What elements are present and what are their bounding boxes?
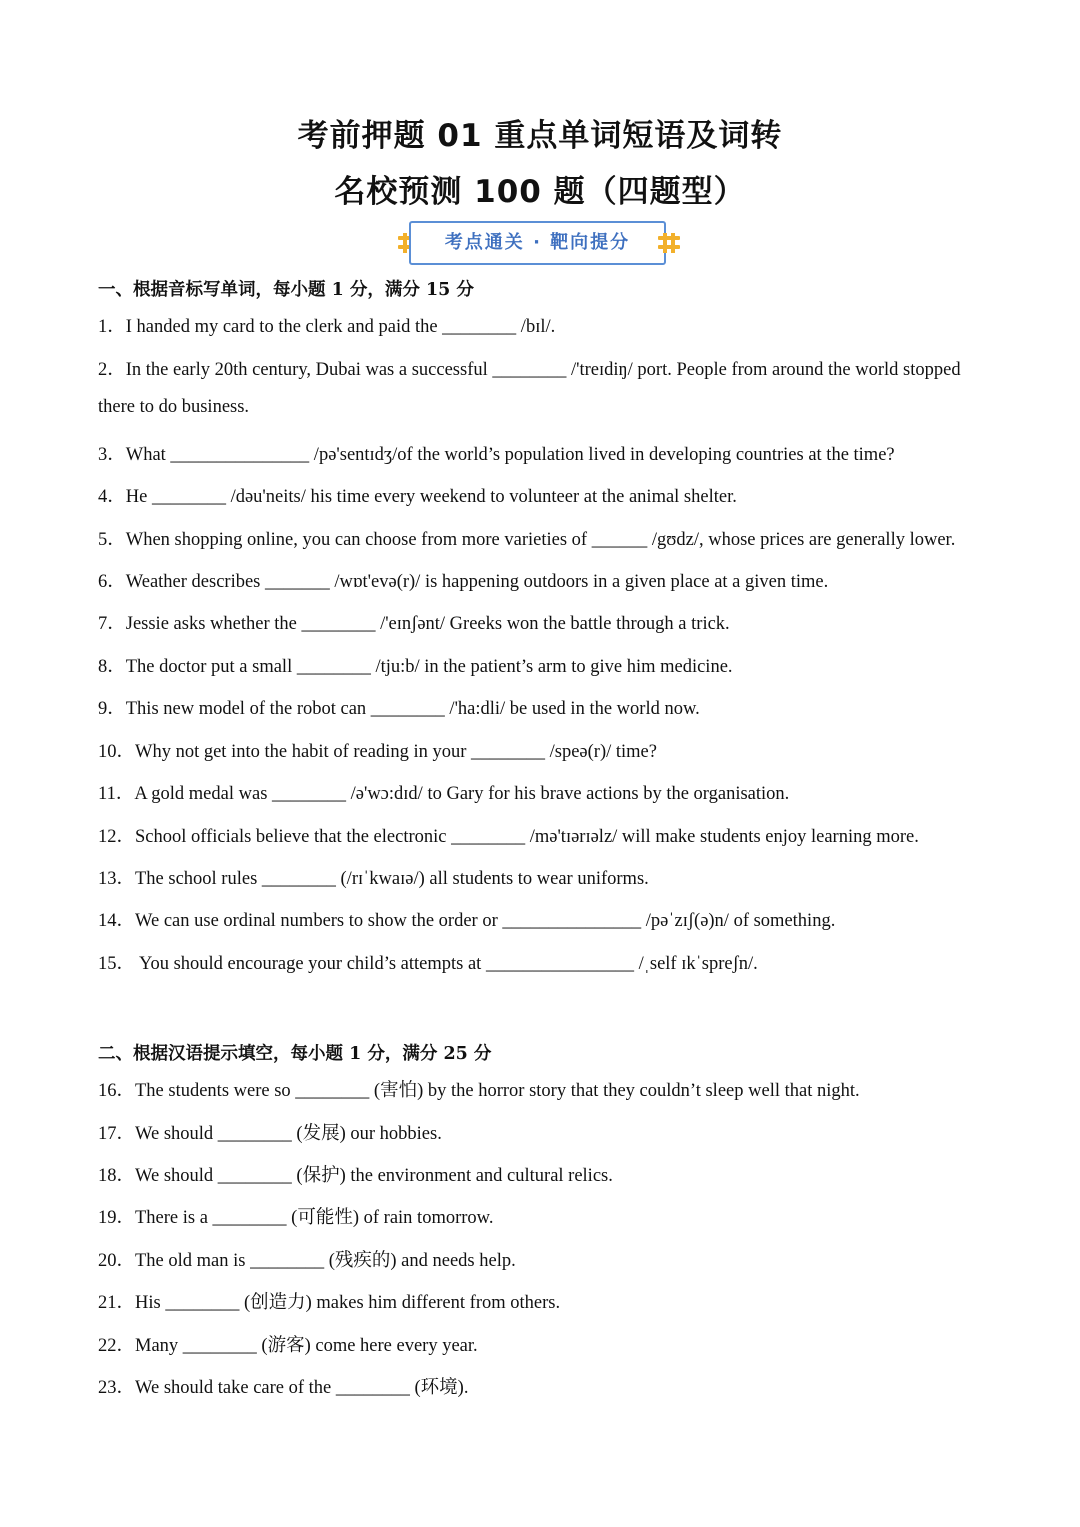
question-8: 8．The doctor put a small ________ /tju:b/ in the patient’s arm to give him medicine. xyxy=(98,657,733,677)
question-22: 22．Many ________ (游客) come here every year. xyxy=(98,1336,478,1356)
question-3: 3．What _______________ /pə'sentɪdʒ/of the world’s population lived in developing countries at the time? xyxy=(98,445,895,465)
question-17: 17．We should ________ (发展) our hobbies. xyxy=(98,1124,442,1144)
question-2-continued: there to do business. xyxy=(98,397,250,417)
question-21: 21．His ________ (创造力) makes him different from others. xyxy=(98,1293,561,1313)
question-16: 16．The students were so ________ (害怕) by the horror story that they couldn’t sleep well that night. xyxy=(98,1081,860,1101)
badge-text: 考点通关 · 靶向提分 xyxy=(444,232,631,253)
page-subtitle: 名校预测 100 题（四题型） xyxy=(334,174,746,210)
question-6: 6．Weather describes _______ /wɒt'evə(r)/ is happening outdoors in a given place at a given time. xyxy=(98,572,829,592)
badge xyxy=(409,221,666,265)
question-13: 13．The school rules ________ (/rɪˈkwaɪə/) all students to wear uniforms. xyxy=(98,869,649,889)
question-12: 12．School officials believe that the electronic ________ /mə'tɪərɪəlz/ will make students enjoy learning more. xyxy=(98,827,919,847)
section-1-heading: 一、根据音标写单词，每小题 1 分，满分 15 分 xyxy=(98,280,474,300)
question-5: 5．When shopping online, you can choose from more varieties of ______ /gʊdz/, whose prices are generally lower. xyxy=(98,530,956,550)
question-14: 14．We can use ordinal numbers to show the order or _______________ /pəˈzɪʃ(ə)n/ of something. xyxy=(98,911,836,931)
question-18: 18．We should ________ (保护) the environment and cultural relics. xyxy=(98,1166,613,1186)
question-15: 15． You should encourage your child’s attempts at ________________ /ˌself ɪkˈspreʃn/. xyxy=(98,954,758,974)
question-9: 9．This new model of the robot can ________ /'ha:dli/ be used in the world now. xyxy=(98,699,700,719)
question-4: 4．He ________ /dəu'neits/ his time every weekend to volunteer at the animal shelter. xyxy=(98,487,737,507)
question-20: 20．The old man is ________ (残疾的) and needs help. xyxy=(98,1251,516,1271)
badge-ornament-right-icon xyxy=(658,233,680,253)
page-title: 考前押题 01 重点单词短语及词转 xyxy=(297,118,783,154)
question-10: 10．Why not get into the habit of reading in your ________ /speə(r)/ time? xyxy=(98,742,657,762)
question-1: 1．I handed my card to the clerk and paid the ________ /bɪl/. xyxy=(98,317,556,337)
question-11: 11．A gold medal was ________ /ə'wɔ:dɪd/ to Gary for his brave actions by the organisation. xyxy=(98,784,790,804)
question-2: 2．In the early 20th century, Dubai was a successful ________ /'treɪdiŋ/ port. People from around the world stopped xyxy=(98,360,961,380)
section-2-heading: 二、根据汉语提示填空，每小题 1 分，满分 25 分 xyxy=(98,1044,492,1064)
question-7: 7．Jessie asks whether the ________ /'eɪnʃənt/ Greeks won the battle through a trick. xyxy=(98,614,730,634)
question-19: 19．There is a ________ (可能性) of rain tomorrow. xyxy=(98,1208,494,1228)
question-23: 23．We should take care of the ________ (环境). xyxy=(98,1378,469,1398)
